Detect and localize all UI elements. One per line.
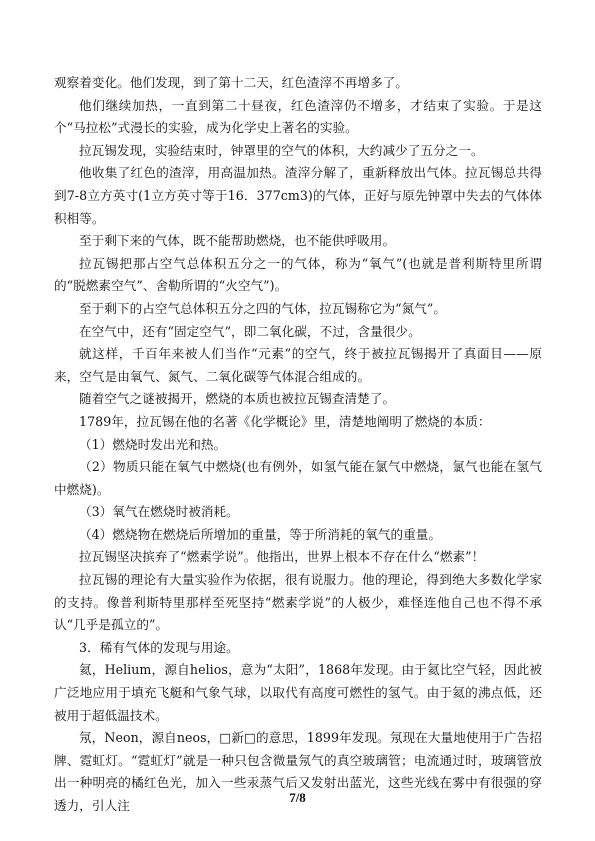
paragraph: 至于剩下的占空气总体积五分之四的气体，拉瓦锡称它为“氮气”。 xyxy=(79,300,447,316)
paragraph: 拉瓦锡把那占空气总体积五分之一的气体，称为“氧气”(也就是普利斯特里所谓的“脱燃素空气”、舍勒所谓的“火空气”)。 xyxy=(54,255,542,294)
paragraph: 拉瓦锡坚决摈弃了“燃素学说”。他指出，世界上根本不存在什么“燃素”！ xyxy=(79,549,485,565)
paragraph: （1）燃烧时发出光和热。 xyxy=(79,436,227,452)
paragraph: 他们继续加热，一直到第二十昼夜，红色渣滓仍不增多，才结束了实验。于是这个“马拉松”式漫长的实验，成为化学史上著名的实验。 xyxy=(54,97,542,136)
paragraph: 拉瓦锡的理论有大量实验作为依据，很有说服力。他的理论，得到绝大多数化学家的支持。像普利斯特里那样至死坚持“燃素学说”的人极少，难怪连他自己也不得不承认“几乎是孤立的”。 xyxy=(54,572,542,633)
body-text xyxy=(54,72,542,818)
paragraph: 至于剩下来的气体，既不能帮助燃烧，也不能供呼吸用。 xyxy=(79,233,396,249)
paragraph: （2）物质只能在氧气中燃烧(也有例外，如氢气能在氯气中燃烧，氯气也能在氢气中燃烧)。 xyxy=(54,459,542,497)
paragraph: 在空气中，还有“固定空气”，即二氧化碳，不过，含量很少。 xyxy=(79,323,421,339)
paragraph: （4）燃烧物在燃烧后所增加的重量，等于所消耗的氧气的重量。 xyxy=(79,526,442,542)
paragraph: 3．稀有气体的发现与用途。 xyxy=(79,639,239,655)
paragraph: 1789年，拉瓦锡在他的名著《化学概论》里，清楚地阐明了燃烧的本质： xyxy=(79,413,491,429)
paragraph: 他收集了红色的渣滓，用高温加热。渣滓分解了，重新释放出气体。拉瓦锡总共得到7-8立方英寸(1立方英寸等于16．377cm3)的气体，正好与原先钟罩中失去的气体体积相等。 xyxy=(54,165,542,226)
page-number: 7/8 xyxy=(289,790,306,805)
paragraph: 观察着变化。他们发现，到了第十二天，红色渣滓不再增多了。 xyxy=(54,75,409,90)
paragraph: 随着空气之谜被揭开，燃烧的本质也被拉瓦锡查清楚了。 xyxy=(79,391,396,407)
paragraph: 就这样，千百年来被人们当作“元素”的空气，终于被拉瓦锡揭开了真面目——原来，空气是由氧气、氮气、二氧化碳等气体混合组成的。 xyxy=(54,346,542,384)
paragraph: （3）氧气在燃烧时被消耗。 xyxy=(79,504,239,520)
paragraph: 氖，Neon，源自neos，□新□的意思，1899年发现。氖现在大量地使用于广告招牌、霓虹灯。“霓虹灯”就是一种只包含微量氖气的真空玻璃管；电流通过时，玻璃管放出一种明亮的橘红色光，加入一些汞蒸气后又发射出蓝光，这些光线在雾中有很强的穿透力，引人注 xyxy=(54,730,542,813)
paragraph: 氦，Helium，源自helios，意为“太阳”，1868年发现。由于氦比空气轻，因此被广泛地应用于填充飞艇和气象气球，以取代有高度可燃性的氢气。由于氦的沸点低，还被用于超低温技术。 xyxy=(54,662,542,723)
paragraph: 拉瓦锡发现，实验结束时，钟罩里的空气的体积，大约减少了五分之一。 xyxy=(79,142,484,158)
